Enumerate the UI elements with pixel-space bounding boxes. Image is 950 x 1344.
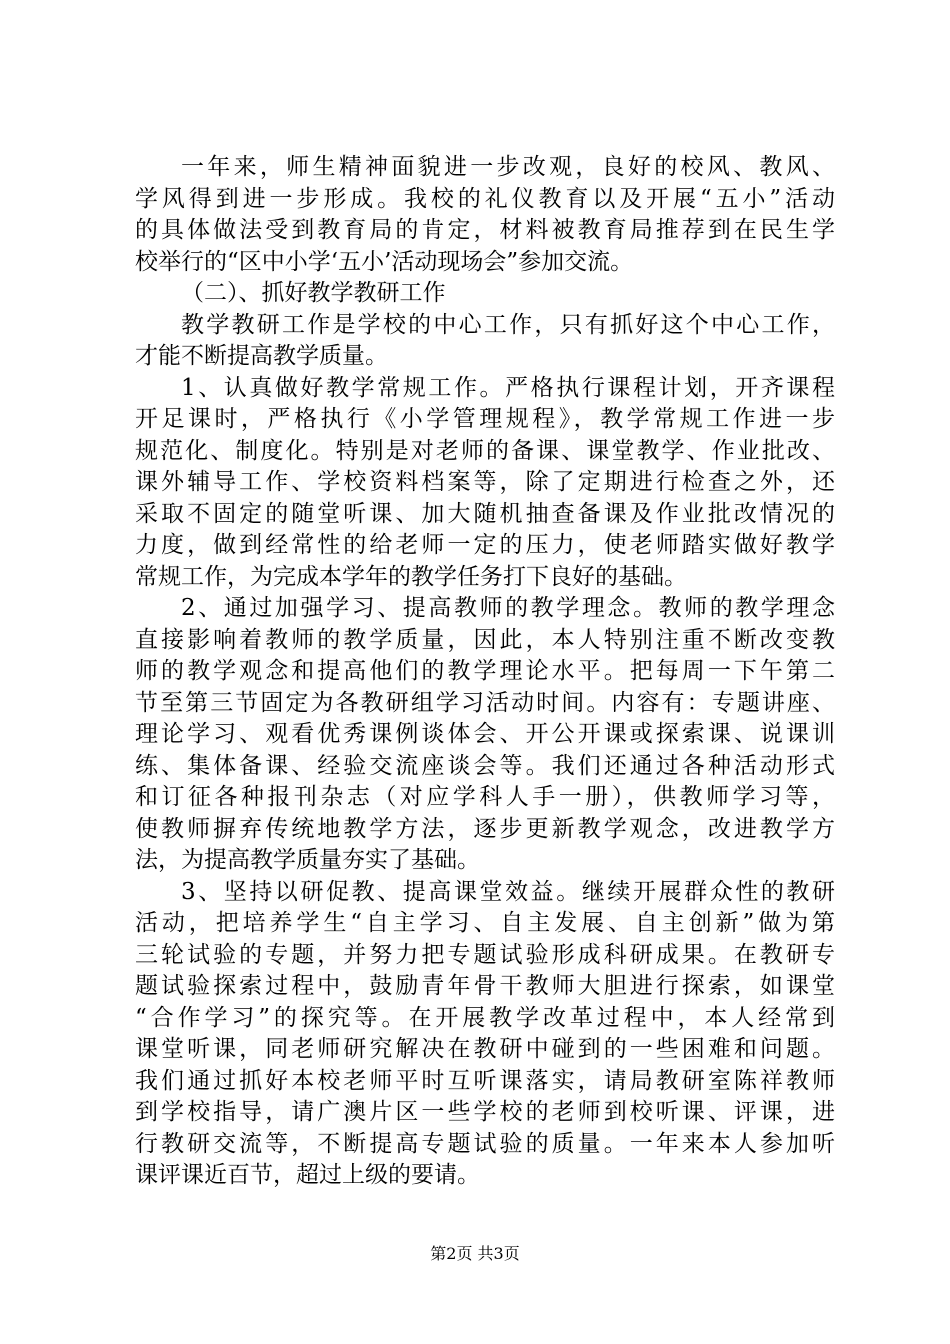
paragraph-line: 的具体做法受到教育局的肯定，材料被教育局推荐到在民生学 <box>135 217 835 243</box>
paragraph-line: 规范化、制度化。特别是对老师的备课、课堂教学、作业批改、 <box>135 437 835 464</box>
paragraph-line: 课评课近百节，超过上级的要请。 <box>135 1162 480 1188</box>
paragraph-line: 到学校指导，请广澳片区一些学校的老师到校听课、评课，进 <box>135 1099 835 1125</box>
paragraph-line: 练、集体备课、经验交流座谈会等。我们还通过各种活动形式 <box>135 752 835 779</box>
paragraph-line: 使教师摒弃传统地教学方法，逐步更新教学观念，改进教学方 <box>135 815 835 842</box>
paragraph-line: 开足课时，严格执行《小学管理规程》，教学常规工作进一步 <box>135 406 835 432</box>
paragraph-line: “合作学习”的探究等。在开展教学改革过程中，本人经常到 <box>135 1004 835 1031</box>
paragraph-line: 法，为提高教学质量夯实了基础。 <box>135 847 480 873</box>
paragraph-line: 力度，做到经常性的给老师一定的压力，使老师踏实做好教学 <box>135 532 835 558</box>
paragraph-line: 常规工作，为完成本学年的教学任务打下良好的基础。 <box>135 563 687 590</box>
body-text <box>135 152 835 1192</box>
paragraph-line: 和订征各种报刊杂志（对应学科人手一册），供教师学习等， <box>135 784 835 810</box>
paragraph-line: 三轮试验的专题，并努力把专题试验形成科研成果。在教研专 <box>135 941 835 968</box>
paragraph-line: 才能不断提高教学质量。 <box>135 343 388 369</box>
paragraph-line: 教学教研工作是学校的中心工作，只有抓好这个中心工作， <box>181 311 835 338</box>
paragraph-line: 节至第三节固定为各教研组学习活动时间。内容有：专题讲座、 <box>135 689 835 716</box>
paragraph-line: 师的教学观念和提高他们的教学理论水平。把每周一下午第二 <box>135 658 835 684</box>
paragraph-line: 学风得到进一步形成。我校的礼仪教育以及开展“五小”活动 <box>135 185 835 212</box>
page-footer: 第2页 共3页 <box>430 1244 520 1263</box>
paragraph-line: 1、认真做好教学常规工作。严格执行课程计划，开齐课程 <box>181 374 835 401</box>
paragraph-line: 理论学习、观看优秀课例谈体会、开公开课或探索课、说课训 <box>135 721 835 747</box>
paragraph-line: 课堂听课，同老师研究解决在教研中碰到的一些困难和问题。 <box>135 1036 835 1062</box>
paragraph-line: 活动，把培养学生“自主学习、自主发展、自主创新”做为第 <box>135 910 835 936</box>
paragraph-line: 直接影响着教师的教学质量，因此，本人特别注重不断改变教 <box>135 626 835 653</box>
paragraph-line: 3、坚持以研促教、提高课堂效益。继续开展群众性的教研 <box>181 878 835 905</box>
paragraph-line: 课外辅导工作、学校资料档案等，除了定期进行检查之外，还 <box>135 469 835 495</box>
paragraph-line: 采取不固定的随堂听课、加大随机抽查备课及作业批改情况的 <box>135 500 835 527</box>
paragraph-line: 校举行的“区中小学‘五小’活动现场会”参加交流。 <box>135 248 634 275</box>
paragraph-line: 一年来，师生精神面貌进一步改观，良好的校风、教风、 <box>181 154 835 180</box>
paragraph-line: 我们通过抓好本校老师平时互听课落实，请局教研室陈祥教师 <box>135 1067 835 1094</box>
section-heading: （二）、抓好教学教研工作 <box>181 280 446 306</box>
paragraph-line: 题试验探索过程中，鼓励青年骨干教师大胆进行探索，如课堂 <box>135 973 835 999</box>
paragraph-line: 行教研交流等，不断提高专题试验的质量。一年来本人参加听 <box>135 1130 835 1157</box>
paragraph-line: 2、通过加强学习、提高教师的教学理念。教师的教学理念 <box>181 595 835 621</box>
